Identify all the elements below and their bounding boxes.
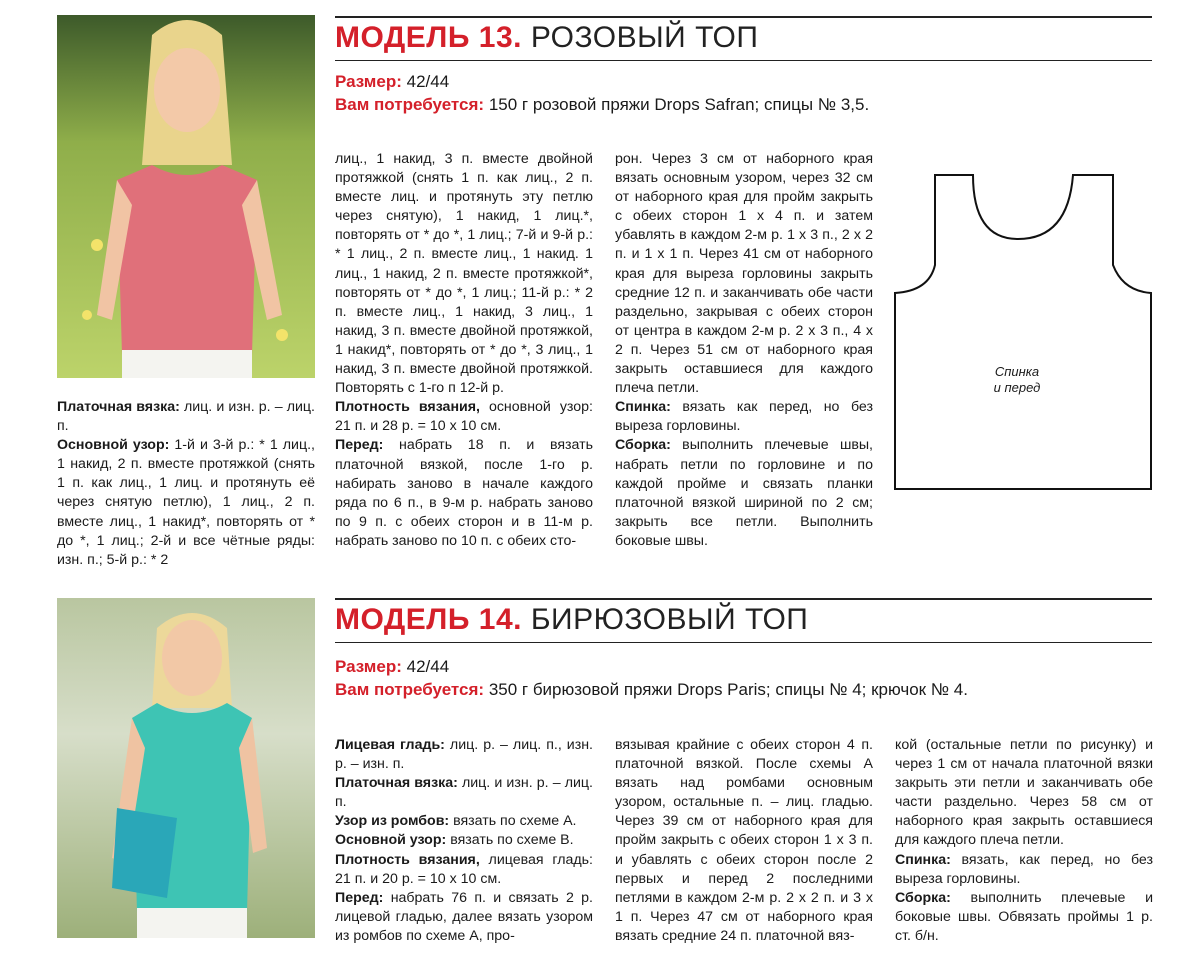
term: Узор из ромбов: [335,813,450,830]
term: Сборка: [895,889,951,906]
text: лицевая гладь: 21 п. и 20 р. = 10 х 10 см. [335,851,593,887]
text: кой (остальные петли по рисунку) и через 1 см от начала платочной вязки закрыть эти петли и заканчивать обе части раздельно. Через 58 см от наборного края закрыть оставшиеся для каждого плеча петли. [895,737,1153,849]
text: вязать по схеме А. [449,813,577,830]
paragraph [335,398,593,436]
term: Платочная вязка: [335,775,458,792]
title-13-number: МОДЕЛЬ 13. [335,21,522,54]
diagram-label-13 [972,364,1062,396]
paragraph [615,150,873,398]
paragraph [615,436,873,551]
materials-label-13: Вам потребуется: [335,95,485,114]
materials-value-14: 350 г бирюзовой пряжи Drops Paris; спицы № 4; крючок № 4. [488,680,968,699]
m14-col-1 [335,736,593,946]
paragraph [335,831,593,850]
materials-line-14 [335,678,968,701]
title-rule-14 [335,598,1152,600]
m14-col-3 [895,736,1153,946]
paragraph [895,736,1153,851]
diagram-label-line-2: и перед [993,380,1041,395]
size-value-14: 42/44 [406,657,450,676]
paragraph [335,436,593,551]
text: вязать как перед, но без выреза горловины. [615,399,873,435]
text: выполнить плечевые швы, набрать петли по горловине и по каждой пройме и связать планки платочной вязкой шириной по 2 см; закрыть все петли. Выполнить боковые швы. [615,437,873,549]
term: Спинка: [895,851,951,868]
paragraph [895,889,1153,946]
term: Плотность вязания, [335,399,480,416]
title-model-14 [335,602,808,638]
m13-col-2 [335,150,593,551]
m14-col-2 [615,736,873,946]
text: лиц. и изн. р. – лиц. п. [335,775,593,811]
paragraph [895,851,1153,889]
m13-col-3 [615,150,873,551]
term: Плотность вязания, [335,851,480,868]
title-rule-13 [335,16,1152,18]
term: Основной узор: [335,832,447,849]
term: Лицевая гладь: [335,737,445,753]
paragraph [335,812,593,831]
title-underline-13 [335,60,1152,61]
term: Платочная вязка: [57,399,180,415]
text: набрать 76 п. и связать 2 р. лицевой гладью, далее вязать узором из ромбов по схеме А, про- [335,889,593,944]
term: Перед: [335,889,384,906]
text: выполнить плечевые и боковые швы. Обвязать проймы 1 р. ст. б/н. [895,889,1153,944]
term: Основной узор: [57,437,170,454]
text: вязать по схеме В. [446,832,574,849]
diagram-label-line-1: Спинка [994,364,1040,379]
text: лиц., 1 накид, 3 п. вместе двойной протяжкой (снять 1 п. как лиц., 2 п. вместе лиц. и протянуть эту петлю через снятую), 1 накид, 1 лиц.*, повторять от * до *, 1 лиц.; 7-й и 9-й р.: * 1 лиц., 2 п. вместе лиц., 1 накид. 1 лиц., 1 накид, 2 п. вместе протяжкой*, повторять от * до *, 1 лиц.; 11-й р.: * 2 п. вместе лиц., 1 накид, 3 лиц., 1 накид, 3 п. вместе двойной протяжкой, 1 накид*, повторять от * до *, 3 лиц., 1 накид, 3 п. вместе двойной протяжкой. Повторять с 1-го п 12-й р. [335,151,593,397]
size-line-13 [335,70,449,93]
photo-pink-top [57,15,315,378]
text: рон. Через 3 см от наборного края вязать основным узором, через 32 см от наборного края для пройм закрыть с обеих сторон 1 х 4 п. и затем убавлять в каждом 2-м р. 1 х 3 п., 2 х 2 п. и 1 х 1 п. Через 41 см от наборного края для выреза горловины закрыть средние 12 п. и заканчивать обе части раздельно, закрывая с обеих сторон от центра в каждом 2-м р. 2 х 3 п., 4 х 2 п. Через 51 см от наборного края закрыть оставшиеся для каждого плеча петли. [615,151,873,397]
turquoise-top-photo-image [57,598,315,938]
size-value-13: 42/44 [406,72,450,91]
title-14-name: БИРЮЗОВЫЙ ТОП [530,603,809,636]
size-label-13: Размер: [335,72,402,91]
size-label-14: Размер: [335,657,402,676]
text: основной узор: 21 п. и 28 р. = 10 х 10 см. [335,399,593,435]
paragraph [335,150,593,398]
term: Сборка: [615,437,671,454]
text: лиц. и изн. р. – лиц. п. [57,399,315,435]
photo-turquoise-top [57,598,315,938]
paragraph [57,436,315,570]
paragraph [335,774,593,812]
paragraph [335,851,593,889]
title-underline-14 [335,642,1152,643]
materials-label-14: Вам потребуется: [335,680,485,699]
paragraph [615,736,873,946]
materials-value-13: 150 г розовой пряжи Drops Safran; спицы № 3,5. [488,95,870,114]
materials-line-13 [335,93,869,116]
title-model-13 [335,20,758,56]
paragraph [615,398,873,436]
term: Спинка: [615,399,671,416]
size-line-14 [335,655,449,678]
schematic-diagram-13 [893,173,1155,491]
paragraph [335,736,593,774]
text: 1-й и 3-й р.: * 1 лиц., 1 накид, 2 п. вместе протяжкой (снять 1 п. как лиц., 1 лиц. и протянуть её через снятую петлю), 1 лиц., 2 п. вместе лиц., 1 накид*, повторять от * до *, 1 лиц.; 2-й и все чётные ряды: изн. п.; 5-й р.: * 2 [57,437,315,568]
text: набрать 18 п. и вязать платочной вязкой, после 1-го р. набирать заново в начале каждого ряда по 6 п., в 9-м р. набрать заново по 9 п. с обеих сторон и в 11-м р. набрать заново по 10 п. с обеих сто- [335,437,593,549]
pink-top-photo-image [57,15,315,378]
m13-col-1 [57,398,315,570]
paragraph [335,889,593,946]
garment-outline [893,173,1155,491]
text: вязывая крайние с обеих сторон 4 п. платочной вязкой. После схемы А вязать над ромбами основным узором, остальные п. – лиц. гладью. Через 39 см от наборного края для пройм закрыть с обеих сторон 1 х 3 п. и убавлять с обеих сторон после 2 первых и перед 2 последними петлями в каждом 2-м р. 2 х 2 п. и 3 х 1 п. Через 47 см от наборного края вязать средние 24 п. платочной вяз- [615,737,873,944]
term: Перед: [335,437,384,454]
paragraph [57,398,315,436]
title-13-name: РОЗОВЫЙ ТОП [530,21,759,54]
text: лиц. р. – лиц. п., изн. р. – изн. п. [335,737,593,773]
title-14-number: МОДЕЛЬ 14. [335,603,522,636]
text: вязать, как перед, но без выреза горловины. [895,851,1153,887]
